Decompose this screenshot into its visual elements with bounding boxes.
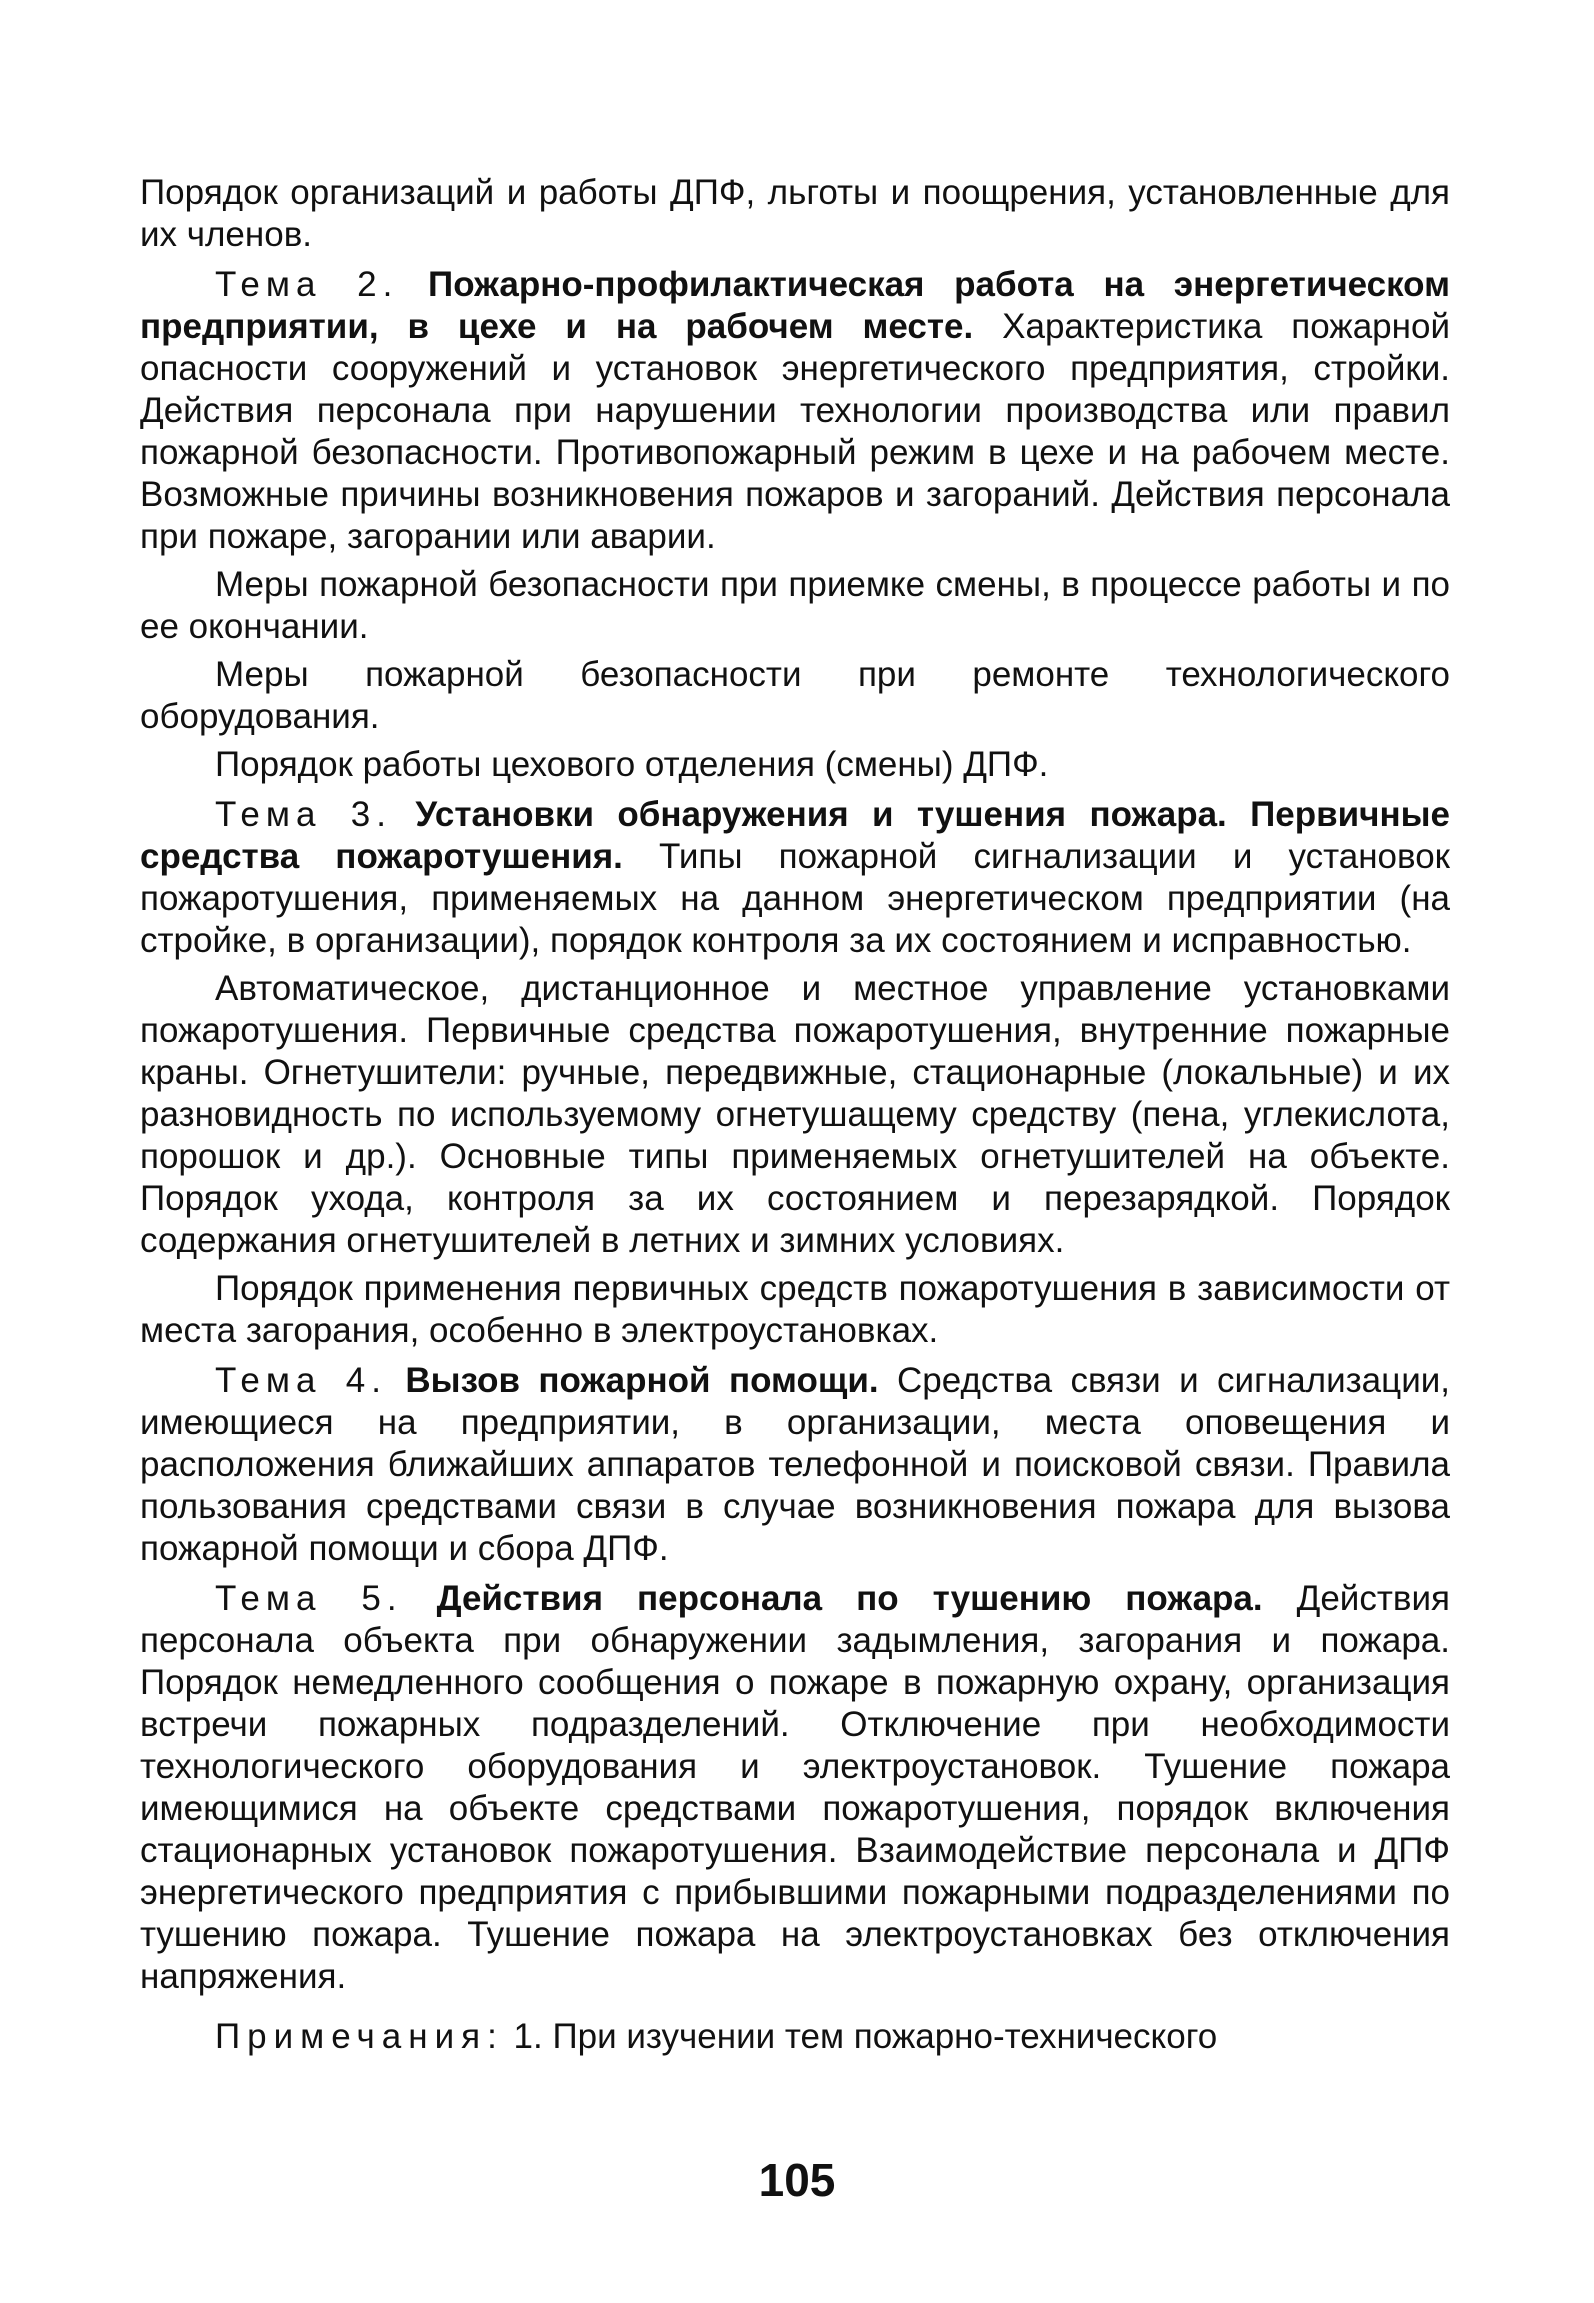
- topic-3-title: Установки обнаружения и тушения пожара. Первичные средства пожаротушения.: [140, 795, 1450, 876]
- topic-2-label: Тема 2.: [215, 265, 399, 304]
- topic-3-paragraph: [140, 794, 1450, 962]
- notes-paragraph: [140, 2016, 1450, 2058]
- intro-paragraph: Порядок организаций и работы ДПФ, льготы и поощрения, установленные для их членов.: [140, 173, 1450, 254]
- page-number: 105: [758, 2154, 836, 2206]
- topic-4-paragraph: [140, 1360, 1450, 1570]
- topic-2-paragraph-3: Меры пожарной безопасности при ремонте технологического оборудования.: [140, 655, 1450, 736]
- notes-text: 1. При изучении тем пожарно-технического: [513, 2017, 1218, 2056]
- topic-5-text: Действия персонала объекта при обнаружении задымления, загорания и пожара. Порядок немедленного сообщения о пожаре в пожарную охрану, организация встречи пожарных подразделений. Отключение при необходимости технологического оборудования и электроустановок. Тушение пожара имеющимися на объекте средствами пожаротушения, порядок включения стационарных установок пожаротушения. Взаимодействие персонала и ДПФ энергетического предприятия с прибывшими пожарными подразделениями по тушению пожара. Тушение пожара на электроустановках без отключения напряжения.: [140, 1579, 1450, 1996]
- topic-3-label: Тема 3.: [215, 795, 392, 834]
- topic-3-paragraph-3: Порядок применения первичных средств пожаротушения в зависимости от места загорания, особенно в электроустановках.: [140, 1269, 1450, 1350]
- topic-4-text: Средства связи и сигнализации, имеющиеся на предприятии, в организации, места оповещения и расположения ближайших аппаратов телефонной и поисковой связи. Правила пользования средствами связи в случае возникновения пожара для вызова пожарной помощи и сбора ДПФ.: [140, 1361, 1451, 1568]
- topic-2-paragraph: [140, 264, 1450, 558]
- topic-5-paragraph: [140, 1578, 1450, 1998]
- topic-2-paragraph-2: Меры пожарной безопасности при приемке смены, в процессе работы и по ее окончании.: [140, 565, 1450, 646]
- topic-4-title: Вызов пожарной помощи.: [405, 1361, 879, 1400]
- topic-2-title: Пожарно-профилактическая работа на энергетическом предприятии, в цехе и на рабочем месте.: [140, 265, 1450, 346]
- notes-label: Примечания:: [215, 2017, 504, 2056]
- page-body: [140, 172, 1450, 2064]
- topic-5-title: Действия персонала по тушению пожара.: [436, 1579, 1263, 1618]
- topic-2-text: Характеристика пожарной опасности сооружений и установок энергетического предприятия, стройки. Действия персонала при нарушении технологии производства или правил пожарной безопасности. Противопожарный режим в цехе и на рабочем месте. Возможные причины возникновения пожаров и загораний. Действия персонала при пожаре, загорании или аварии.: [140, 307, 1450, 556]
- topic-5-label: Тема 5.: [215, 1579, 403, 1618]
- topic-3-text: Типы пожарной сигнализации и установок пожаротушения, применяемых на данном энергетическом предприятии (на стройке, в организации), порядок контроля за их состоянием и исправностью.: [140, 837, 1450, 960]
- topic-4-label: Тема 4.: [215, 1361, 387, 1400]
- topic-2-paragraph-4: Порядок работы цехового отделения (смены) ДПФ.: [215, 745, 1049, 784]
- topic-3-paragraph-2: Автоматическое, дистанционное и местное управление установками пожаротушения. Первичные средства пожаротушения, внутренние пожарные краны. Огнетушители: ручные, передвижные, стационарные (локальные) и их разновидность по используемому огнетушащему средству (пена, углекислота, порошок и др.). Основные типы применяемых огнетушителей на объекте. Порядок ухода, контроля за их состоянием и перезарядкой. Порядок содержания огнетушителей в летних и зимних условиях.: [140, 969, 1450, 1260]
